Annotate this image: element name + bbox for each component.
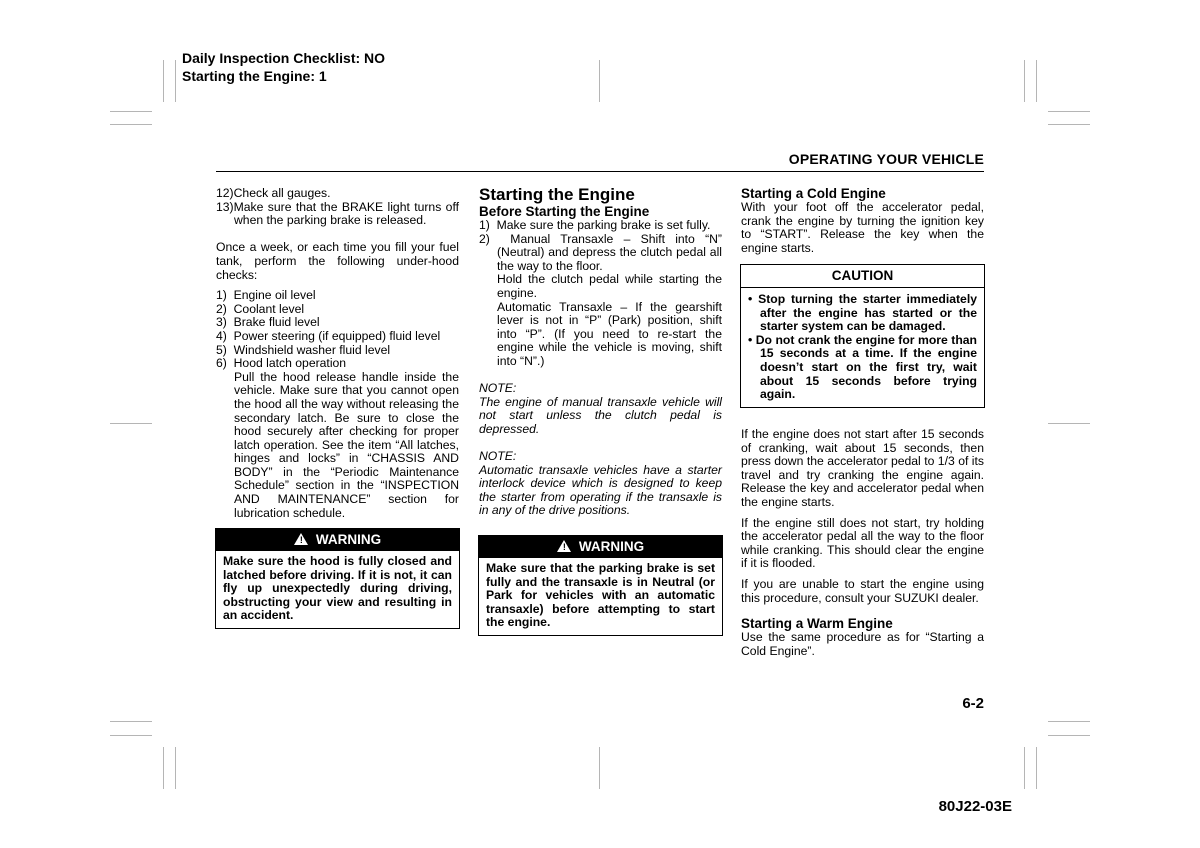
column-3-top xyxy=(741,187,984,255)
caution-label: CAUTION xyxy=(741,265,984,288)
column-1 xyxy=(216,187,459,520)
warning-text: Make sure that the parking brake is set fully and the transaxle is in Neutral (or Park for vehicles with an automatic transaxle) before attempting to start the engine. xyxy=(486,561,715,630)
cold-start-para: If the engine does not start after 15 seconds of cranking, wait about 15 seconds, then press down the accelerator pedal to 1/3 of its travel and try cranking the engine again. Release the key and accelerator pedal when the engine starts. xyxy=(741,427,984,509)
header-note-line2: Starting the Engine: 1 xyxy=(182,68,327,84)
section-title: OPERATING YOUR VEHICLE xyxy=(788,151,984,167)
warning-label: WARNING xyxy=(315,532,382,547)
checklist-item-12: 12)Check all gauges. xyxy=(216,186,331,200)
check-item: 3) Brake fluid level xyxy=(216,315,320,330)
crop-mark xyxy=(1048,124,1090,125)
step-detail: Automatic Transaxle – If the gearshift lever is not in “P” (Park) position, shift into “P”. (If you need to re-start the engine while the vehicle is moving, shift into “N”.) xyxy=(497,299,722,368)
warning-triangle-icon: ! xyxy=(294,533,308,545)
header-rule xyxy=(216,171,984,172)
crop-mark xyxy=(599,747,600,789)
cold-engine-text: With your foot off the accelerator pedal, crank the engine by turning the ignition key to “START”. Release the key when the engine starts. xyxy=(741,200,984,255)
crop-mark xyxy=(110,124,152,125)
crop-mark xyxy=(1024,60,1025,102)
crop-mark xyxy=(1048,721,1090,722)
under-hood-intro: Once a week, or each time you fill your fuel tank, perform the following under-hood checks: xyxy=(216,240,459,282)
warning-triangle-icon: ! xyxy=(557,540,571,552)
warm-engine-title: Starting a Warm Engine xyxy=(741,616,893,632)
crop-mark xyxy=(110,735,152,736)
check-item: 2) Coolant level xyxy=(216,301,305,316)
note-text: The engine of manual transaxle vehicle will not start unless the clutch pedal is depressed. xyxy=(479,394,722,436)
cold-start-para: If the engine still does not start, try holding the accelerator pedal all the way to the floor while cranking. This should clear the engine if it is flooded. xyxy=(741,515,984,571)
parking-brake-warning-box xyxy=(478,535,723,636)
cold-start-para: If you are unable to start the engine using this procedure, consult your SUZUKI dealer. xyxy=(741,576,984,605)
crop-mark xyxy=(163,747,164,789)
warning-header xyxy=(216,529,459,551)
step-detail: Hold the clutch pedal while starting the engine. xyxy=(497,272,722,300)
warning-text: Make sure the hood is fully closed and latched before driving. If it is not, it can fly up unexpectedly during driving, obstructing your view and resulting in an accident. xyxy=(223,554,452,623)
header-note xyxy=(182,49,385,85)
crop-mark xyxy=(599,60,600,102)
warm-engine-text: Use the same procedure as for “Starting a Cold Engine”. xyxy=(741,630,984,658)
crop-mark xyxy=(1048,111,1090,112)
hood-warning-box xyxy=(215,528,460,629)
caution-item: • Stop turning the starter immediately after the engine has started or the starter system can be damaged. xyxy=(748,292,977,334)
caution-box xyxy=(740,264,985,408)
crop-mark xyxy=(175,60,176,102)
crop-mark xyxy=(1036,60,1037,102)
crop-mark xyxy=(1048,423,1090,424)
caution-body xyxy=(741,288,984,407)
crop-mark xyxy=(163,60,164,102)
crop-mark xyxy=(110,423,152,424)
check-item: 5) Windshield washer fluid level xyxy=(216,342,391,357)
warning-header xyxy=(479,536,722,558)
crop-mark xyxy=(110,721,152,722)
check-item: 1) Engine oil level xyxy=(216,288,316,303)
crop-mark xyxy=(110,111,152,112)
warning-label: WARNING xyxy=(578,539,645,554)
page-number: 6-2 xyxy=(962,695,984,712)
before-starting-subtitle: Before Starting the Engine xyxy=(479,204,650,219)
crop-mark xyxy=(1048,735,1090,736)
crop-mark xyxy=(1024,747,1025,789)
column-3-bottom xyxy=(741,428,984,658)
note-label: NOTE: xyxy=(479,381,517,396)
caution-item: • Do not crank the engine for more than 15 seconds at a time. If the engine doesn’t start on the first try, wait about 15 seconds before trying again. xyxy=(748,332,978,402)
check-item: 6) Hood latch operation xyxy=(216,356,347,371)
column-2 xyxy=(479,185,722,518)
check-item: 4) Power steering (if equipped) fluid level xyxy=(216,328,441,343)
starting-engine-title: Starting the Engine xyxy=(479,185,635,204)
header-note-line1: Daily Inspection Checklist: NO xyxy=(182,50,386,66)
cold-engine-title: Starting a Cold Engine xyxy=(741,186,886,201)
step-item: 1) Make sure the parking brake is set fully. xyxy=(479,218,711,232)
note-label: NOTE: xyxy=(479,449,517,464)
hood-latch-detail: Pull the hood release handle inside the vehicle. Make sure that you cannot open the hood all the way without releasing the secondary latch. Be sure to close the hood securely after checking for proper latch operation. See the item “All latches, hinges and locks” in “CHASSIS AND BODY” in the “Periodic Maintenance Schedule” section in the “INSPECTION AND MAINTENANCE” section for lubrication schedule. xyxy=(234,369,459,520)
document-code: 80J22-03E xyxy=(938,798,1012,815)
crop-mark xyxy=(175,747,176,789)
note-text: Automatic transaxle vehicles have a starter interlock device which is designed to keep the starter from operating if the transaxle is in any of the drive positions. xyxy=(479,462,722,518)
step-item: 2) Manual Transaxle – Shift into “N” (Neutral) and depress the clutch pedal all the way to the floor. xyxy=(479,231,722,273)
checklist-item-13: 13)Make sure that the BRAKE light turns off when the parking brake is released. xyxy=(216,199,459,228)
crop-mark xyxy=(1036,747,1037,789)
